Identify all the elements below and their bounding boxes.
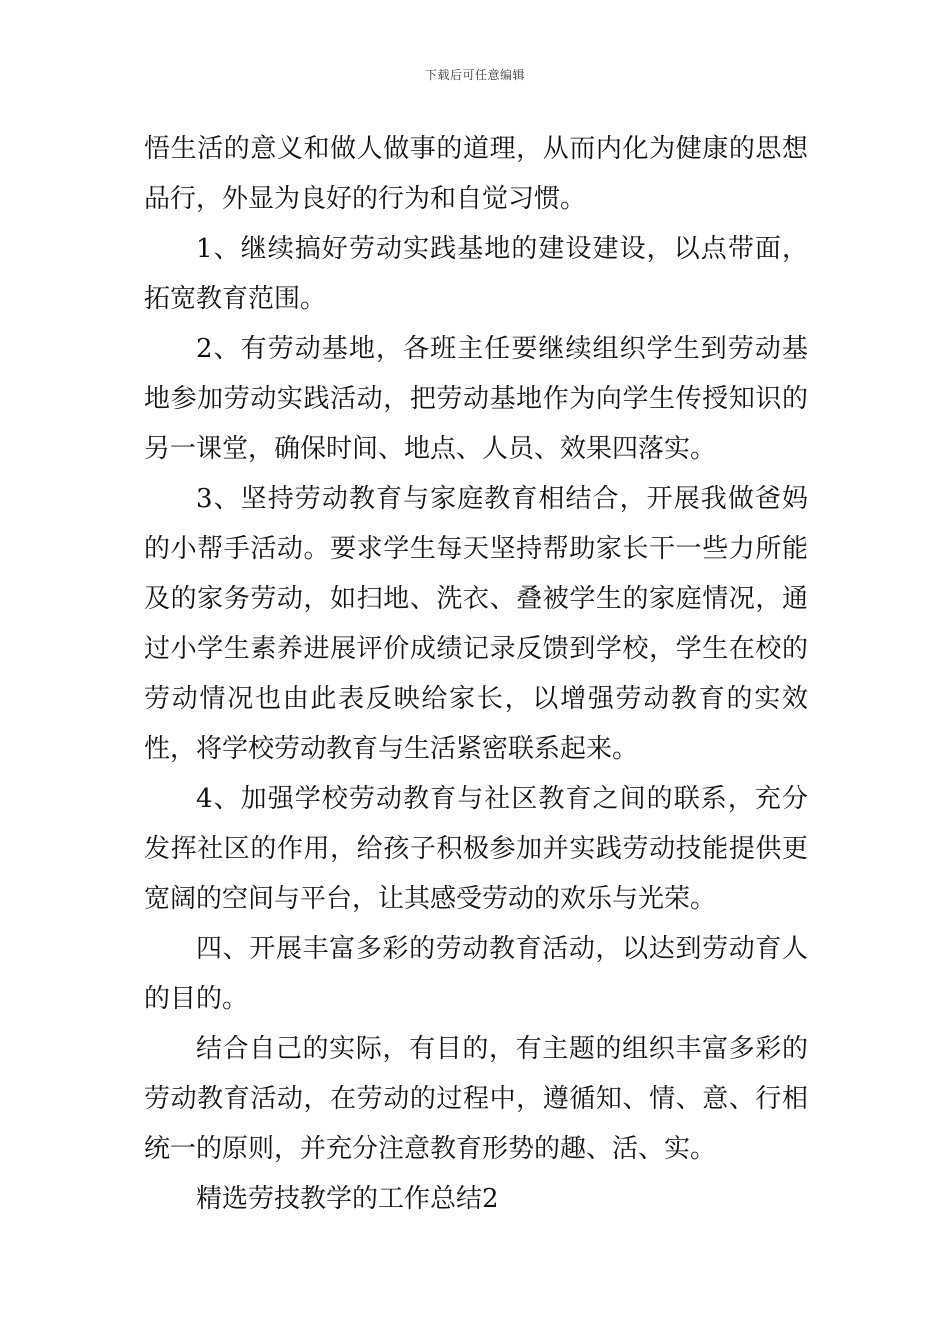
document-body: [144, 124, 808, 1224]
section-heading: 四、开展丰富多彩的劳动教育活动，以达到劳动育人的目的。: [144, 934, 808, 1014]
paragraph-1: 悟生活的意义和做人做事的道理，从而内化为健康的思想品行，外显为良好的行为和自觉习惯。: [144, 134, 808, 214]
next-section-title: 精选劳技教学的工作总结2: [196, 1184, 499, 1214]
paragraph-4: 3、坚持劳动教育与家庭教育相结合，开展我做爸妈的小帮手活动。要求学生每天坚持帮助家长干一些力所能及的家务劳动，如扫地、洗衣、叠被学生的家庭情况，通过小学生素养进展评价成绩记录反馈到学校，学生在校的劳动情况也由此表反映给家长，以增强劳动教育的实效性，将学校劳动教育与生活紧密联系起来。: [144, 484, 808, 764]
paragraph-6: 结合自己的实际，有目的，有主题的组织丰富多彩的劳动教育活动，在劳动的过程中，遵循知、情、意、行相统一的原则，并充分注意教育形势的趣、活、实。: [144, 1034, 808, 1164]
page-header: 下载后可任意编辑: [424, 68, 525, 82]
paragraph-3: 2、有劳动基地，各班主任要继续组织学生到劳动基地参加劳动实践活动，把劳动基地作为向学生传授知识的另一课堂，确保时间、地点、人员、效果四落实。: [144, 334, 808, 464]
paragraph-2: 1、继续搞好劳动实践基地的建设建设，以点带面，拓宽教育范围。: [144, 234, 808, 314]
paragraph-5: 4、加强学校劳动教育与社区教育之间的联系，充分发挥社区的作用，给孩子积极参加并实践劳动技能提供更宽阔的空间与平台，让其感受劳动的欢乐与光荣。: [144, 784, 808, 914]
